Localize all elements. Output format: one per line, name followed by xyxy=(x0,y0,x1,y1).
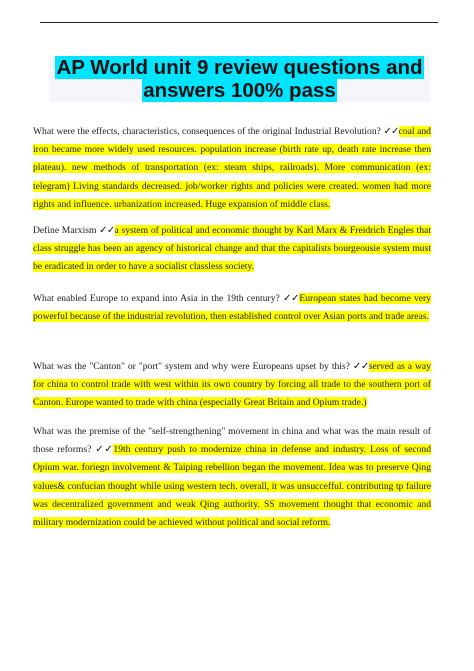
question-text: What was the "Canton" or "port" system and why were Europeans upset by this? xyxy=(33,361,350,372)
question-text: Define Marxism xyxy=(33,225,97,236)
qa-item-2 xyxy=(33,222,431,277)
answer-text: a system of political and economic thought by Karl Marx & Freidrich Engles that class struggle has been an agency of historical change and that the capitalists bourgeousie system must be eradicated in order to have a socialist classless society. xyxy=(33,225,431,273)
qa-item-5 xyxy=(33,423,431,532)
document-title xyxy=(49,56,430,102)
qa-item-3 xyxy=(33,290,431,326)
top-divider xyxy=(40,22,438,23)
answer-text: 19th century push to modernize china in defense and industry. Loss of second Opium war. foriegn involvement & Taiping rebellion began the movement. Idea was to preserve Qing values& confucian thought while using western tech. overall, it was unsuccefful. contributing tp failure was decentralized government and weak Qing authority. SS movement thought that economic and military modernization could be achieved without political and social reform. xyxy=(33,444,431,529)
answer-text: European states had become very powerful because of the industrial revolution, then established control over Asian ports and trade areas. xyxy=(33,293,431,323)
double-check-icon: ✓✓ xyxy=(352,361,369,372)
title-line-2: answers 100% pass xyxy=(143,79,336,102)
answer-text: served as a way for china to control trade with west within its own country by forcing all trade to the southern port of Canton. Europe wanted to trade with china (especially Great Britain and Opium trade.) xyxy=(33,361,431,409)
question-text: What enabled Europe to expand into Asia in the 19th century? xyxy=(33,293,280,304)
qa-item-1 xyxy=(33,123,431,214)
double-check-icon: ✓✓ xyxy=(95,444,114,456)
question-text: What was the premise of the "self-strengthening" movement in china and what was the main result of those reforms? xyxy=(33,426,431,456)
double-check-icon: ✓✓ xyxy=(283,293,300,304)
answer-text: coal and iron became more widely used resources. population increase (birth rate up, death rate increase then plateau). new methods of transportation (ex: steam ships, railroads). More communication (ex: telegram) Living standards decreased. job/worker rights and policies were created. women had more rights and influence. urbanization increased. Huge expansion of middle class. xyxy=(33,126,431,210)
qa-item-4 xyxy=(33,358,431,413)
title-line-1: AP World unit 9 review questions and xyxy=(56,56,423,79)
double-check-icon: ✓✓ xyxy=(383,126,399,137)
question-text: What were the effects, characteristics, consequences of the original Industrial Revolution? xyxy=(33,126,381,137)
double-check-icon: ✓✓ xyxy=(99,225,115,236)
